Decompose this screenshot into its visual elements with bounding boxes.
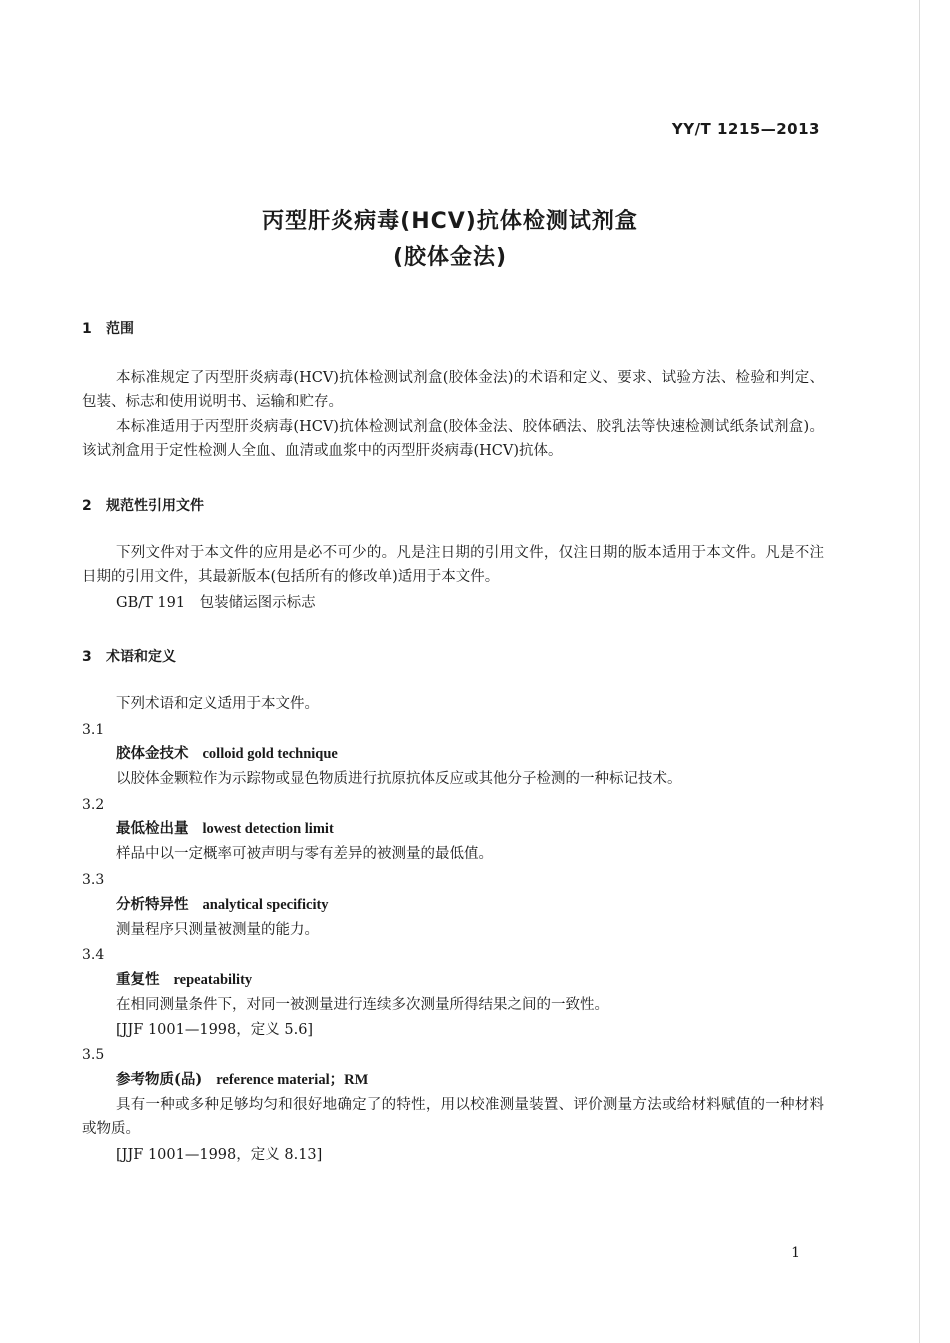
term-source: [JJF 1001—1998，定义 5.6] <box>116 1022 314 1038</box>
term-heading <box>116 893 329 917</box>
references-paragraph: 下列文件对于本文件的应用是必不可少的。凡是注日期的引用文件，仅注日期的版本适用于本文件。凡是不注日期的引用文件，其最新版本(包括所有的修改单)适用于本文件。 <box>82 545 824 585</box>
term-heading <box>116 1068 368 1092</box>
document-subtitle: (胶体金法) <box>392 245 508 270</box>
term-definition: 样品中以一定概率可被声明与零有差异的被测量的最低值。 <box>116 846 493 862</box>
term-definition: 在相同测量条件下，对同一被测量进行连续多次测量所得结果之间的一致性。 <box>116 997 609 1013</box>
term-heading <box>116 817 334 841</box>
section-number: 2 <box>82 498 92 514</box>
term-en: colloid gold technique <box>202 746 338 762</box>
term-number: 3.4 <box>82 947 105 963</box>
term-zh: 最低检出量 <box>116 820 189 837</box>
terms-intro: 下列术语和定义适用于本文件。 <box>116 696 319 712</box>
standard-code: YY/T 1215—2013 <box>671 120 820 138</box>
section-number: 3 <box>82 649 92 665</box>
term-number: 3.3 <box>82 872 105 888</box>
section-heading-normative-references <box>82 495 204 515</box>
section-heading-scope <box>82 318 134 338</box>
term-source: [JJF 1001—1998，定义 8.13] <box>116 1147 323 1163</box>
term-definition: 具有一种或多种足够均匀和很好地确定了的特性，用以校准测量装置、评价测量方法或给材料赋值的一种材料或物质。 <box>82 1097 824 1137</box>
section-heading-terms <box>82 646 176 666</box>
term-zh: 重复性 <box>116 971 160 988</box>
term-heading <box>116 968 252 992</box>
page-number: 1 <box>791 1245 800 1261</box>
section-title: 术语和定义 <box>106 649 176 665</box>
term-zh: 分析特异性 <box>116 896 189 913</box>
term-definition: 以胶体金颗粒作为示踪物或显色物质进行抗原抗体反应或其他分子检测的一种标记技术。 <box>116 771 682 787</box>
term-en: analytical specificity <box>202 897 329 913</box>
term-number: 3.2 <box>82 797 105 813</box>
term-en: repeatability <box>173 972 253 988</box>
term-en: reference material；RM <box>216 1072 369 1088</box>
section-title: 规范性引用文件 <box>106 498 204 514</box>
term-definition: 测量程序只测量被测量的能力。 <box>116 922 319 938</box>
term-heading <box>116 742 338 766</box>
document-title: 丙型肝炎病毒(HCV)抗体检测试剂盒 <box>262 209 638 234</box>
scope-paragraph-1: 本标准规定了丙型肝炎病毒(HCV)抗体检测试剂盒(胶体金法)的术语和定义、要求、试验方法、检验和判定、包装、标志和使用说明书、运输和贮存。 <box>82 370 824 410</box>
term-zh: 胶体金技术 <box>116 745 189 762</box>
term-number: 3.5 <box>82 1047 105 1063</box>
term-en: lowest detection limit <box>202 821 334 837</box>
scope-paragraph-2: 本标准适用于丙型肝炎病毒(HCV)抗体检测试剂盒(胶体金法、胶体硒法、胶乳法等快速检测试纸条试剂盒)。该试剂盒用于定性检测人全血、血清或血浆中的丙型肝炎病毒(HCV)抗体。 <box>82 419 824 459</box>
section-number: 1 <box>82 321 92 337</box>
reference-item: GB/T 191 包装储运图示标志 <box>116 595 316 611</box>
section-title: 范围 <box>106 321 134 337</box>
term-number: 3.1 <box>82 722 105 738</box>
term-zh: 参考物质(品) <box>116 1071 203 1088</box>
